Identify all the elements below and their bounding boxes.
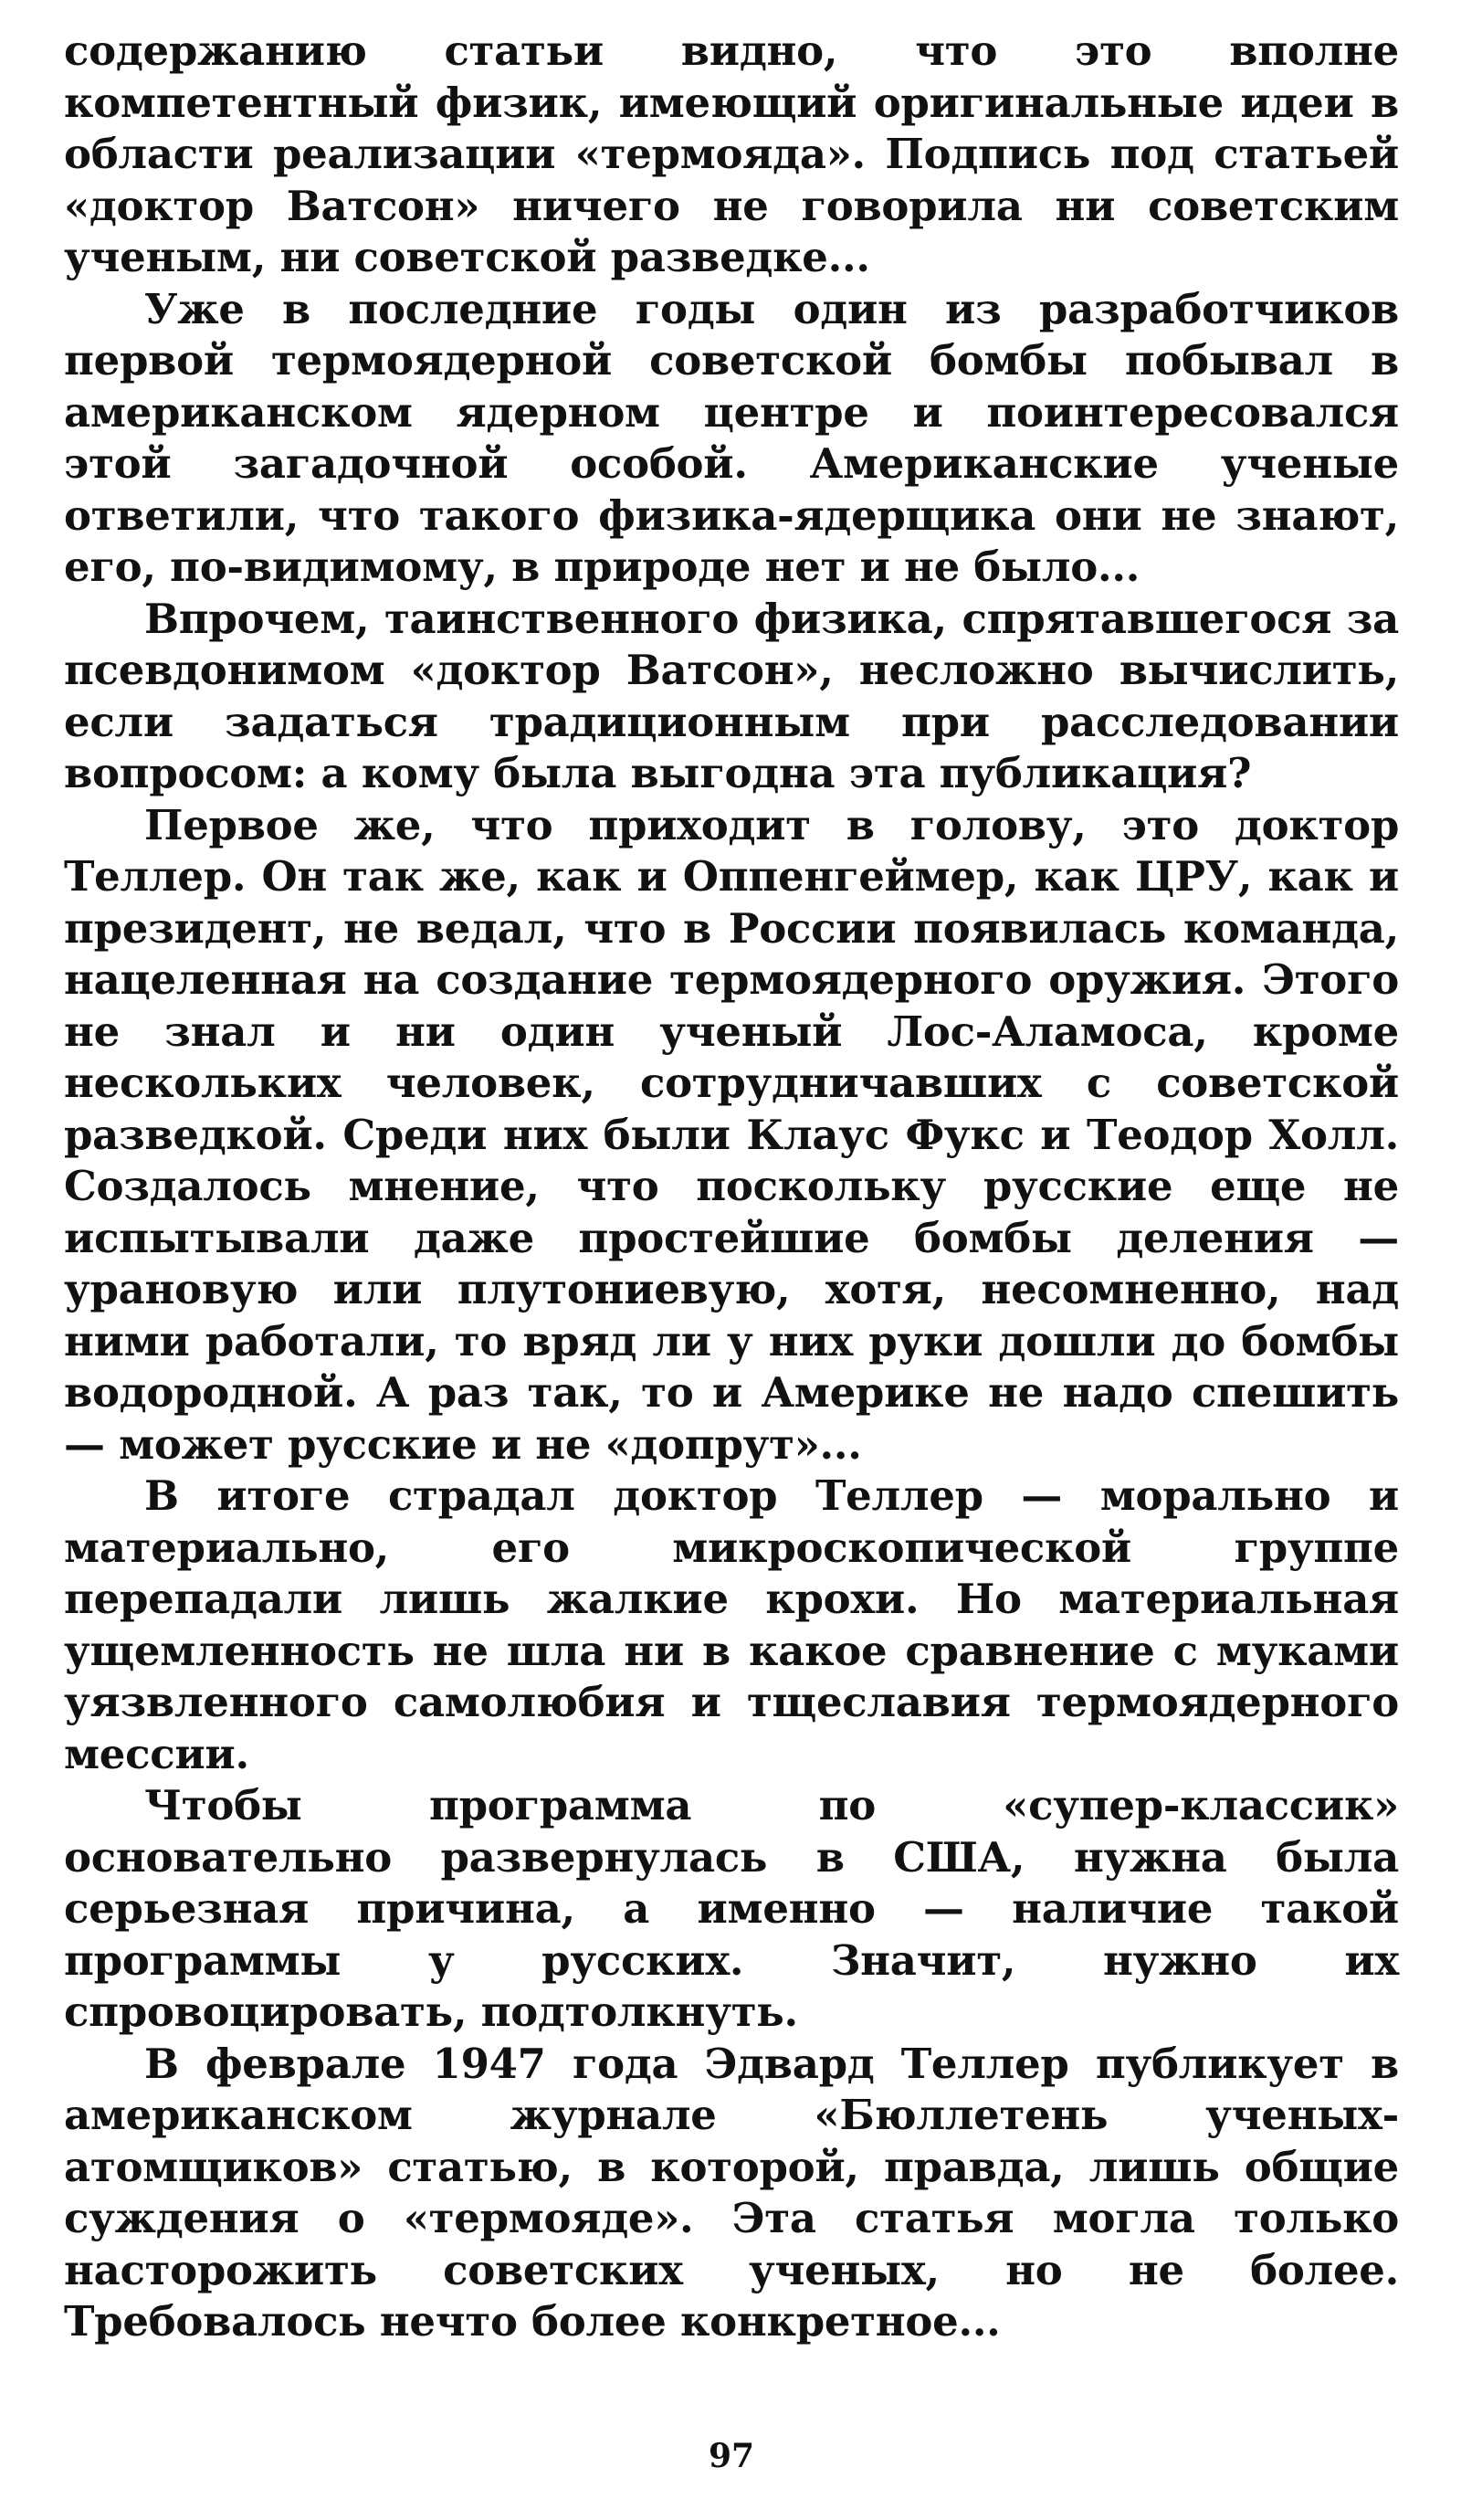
paragraph: Первое же, что приходит в голову, это доктор Теллер. Он так же, как и Оппенгеймер, как ЦРУ, как и президент, не ведал, что в России появилась команда, нацеленная на создание термоядерного оружия. Этого не знал и ни один ученый Лос-Аламоса, кроме нескольких человек, сотрудничавших с советской разведкой. Среди них были Клаус Фукс и Теодор Холл. Создалось мнение, что поскольку русские еще не испытывали даже простейшие бомбы деления — урановую или плутониевую, хотя, несомненно, над ними работали, то вряд ли у них руки дошли до бомбы водородной. А раз так, то и Америке не надо спешить — может русские и не «допрут»... <box>64 800 1399 1469</box>
paragraph: Чтобы программа по «супер-классик» основательно развернулась в США, нужна была серьезная причина, а именно — наличие такой программы у русских. Значит, нужно их спровоцировать, подтолкнуть. <box>64 1781 1399 2036</box>
paragraph-continuation: содержанию статьи видно, что это вполне компетентный физик, имеющий оригинальные идеи в области реализации «термояда». Подпись под статьей «доктор Ватсон» ничего не говорила ни советским ученым, ни советской разведке... <box>64 26 1399 281</box>
paragraph: В итоге страдал доктор Теллер — морально и материально, его микроскопической группе перепадали лишь жалкие крохи. Но материальная ущемленность не шла ни в какое сравнение с муками уязвленного самолюбия и тщеславия термоядерного мессии. <box>64 1471 1399 1778</box>
book-page <box>64 26 1399 2473</box>
page-number: 97 <box>708 2437 755 2475</box>
paragraph: В феврале 1947 года Эдвард Теллер публикует в американском журнале «Бюллетень ученых-атомщиков» статью, в которой, правда, лишь общие суждения о «термояде». Эта статья могла только насторожить советских ученых, но не более. Требовалось нечто более конкретное... <box>64 2039 1399 2346</box>
paragraph: Впрочем, таинственного физика, спрятавшегося за псевдонимом «доктор Ватсон», несложно вычислить, если задаться традиционным при расследовании вопросом: а кому была выгодна эта публикация? <box>64 594 1399 797</box>
paragraph: Уже в последние годы один из разработчиков первой термоядерной советской бомбы побывал в американском ядерном центре и поинтересовался этой загадочной особой. Американские ученые ответили, что такого физика-ядерщика они не знают, его, по-видимому, в природе нет и не было... <box>64 284 1399 591</box>
